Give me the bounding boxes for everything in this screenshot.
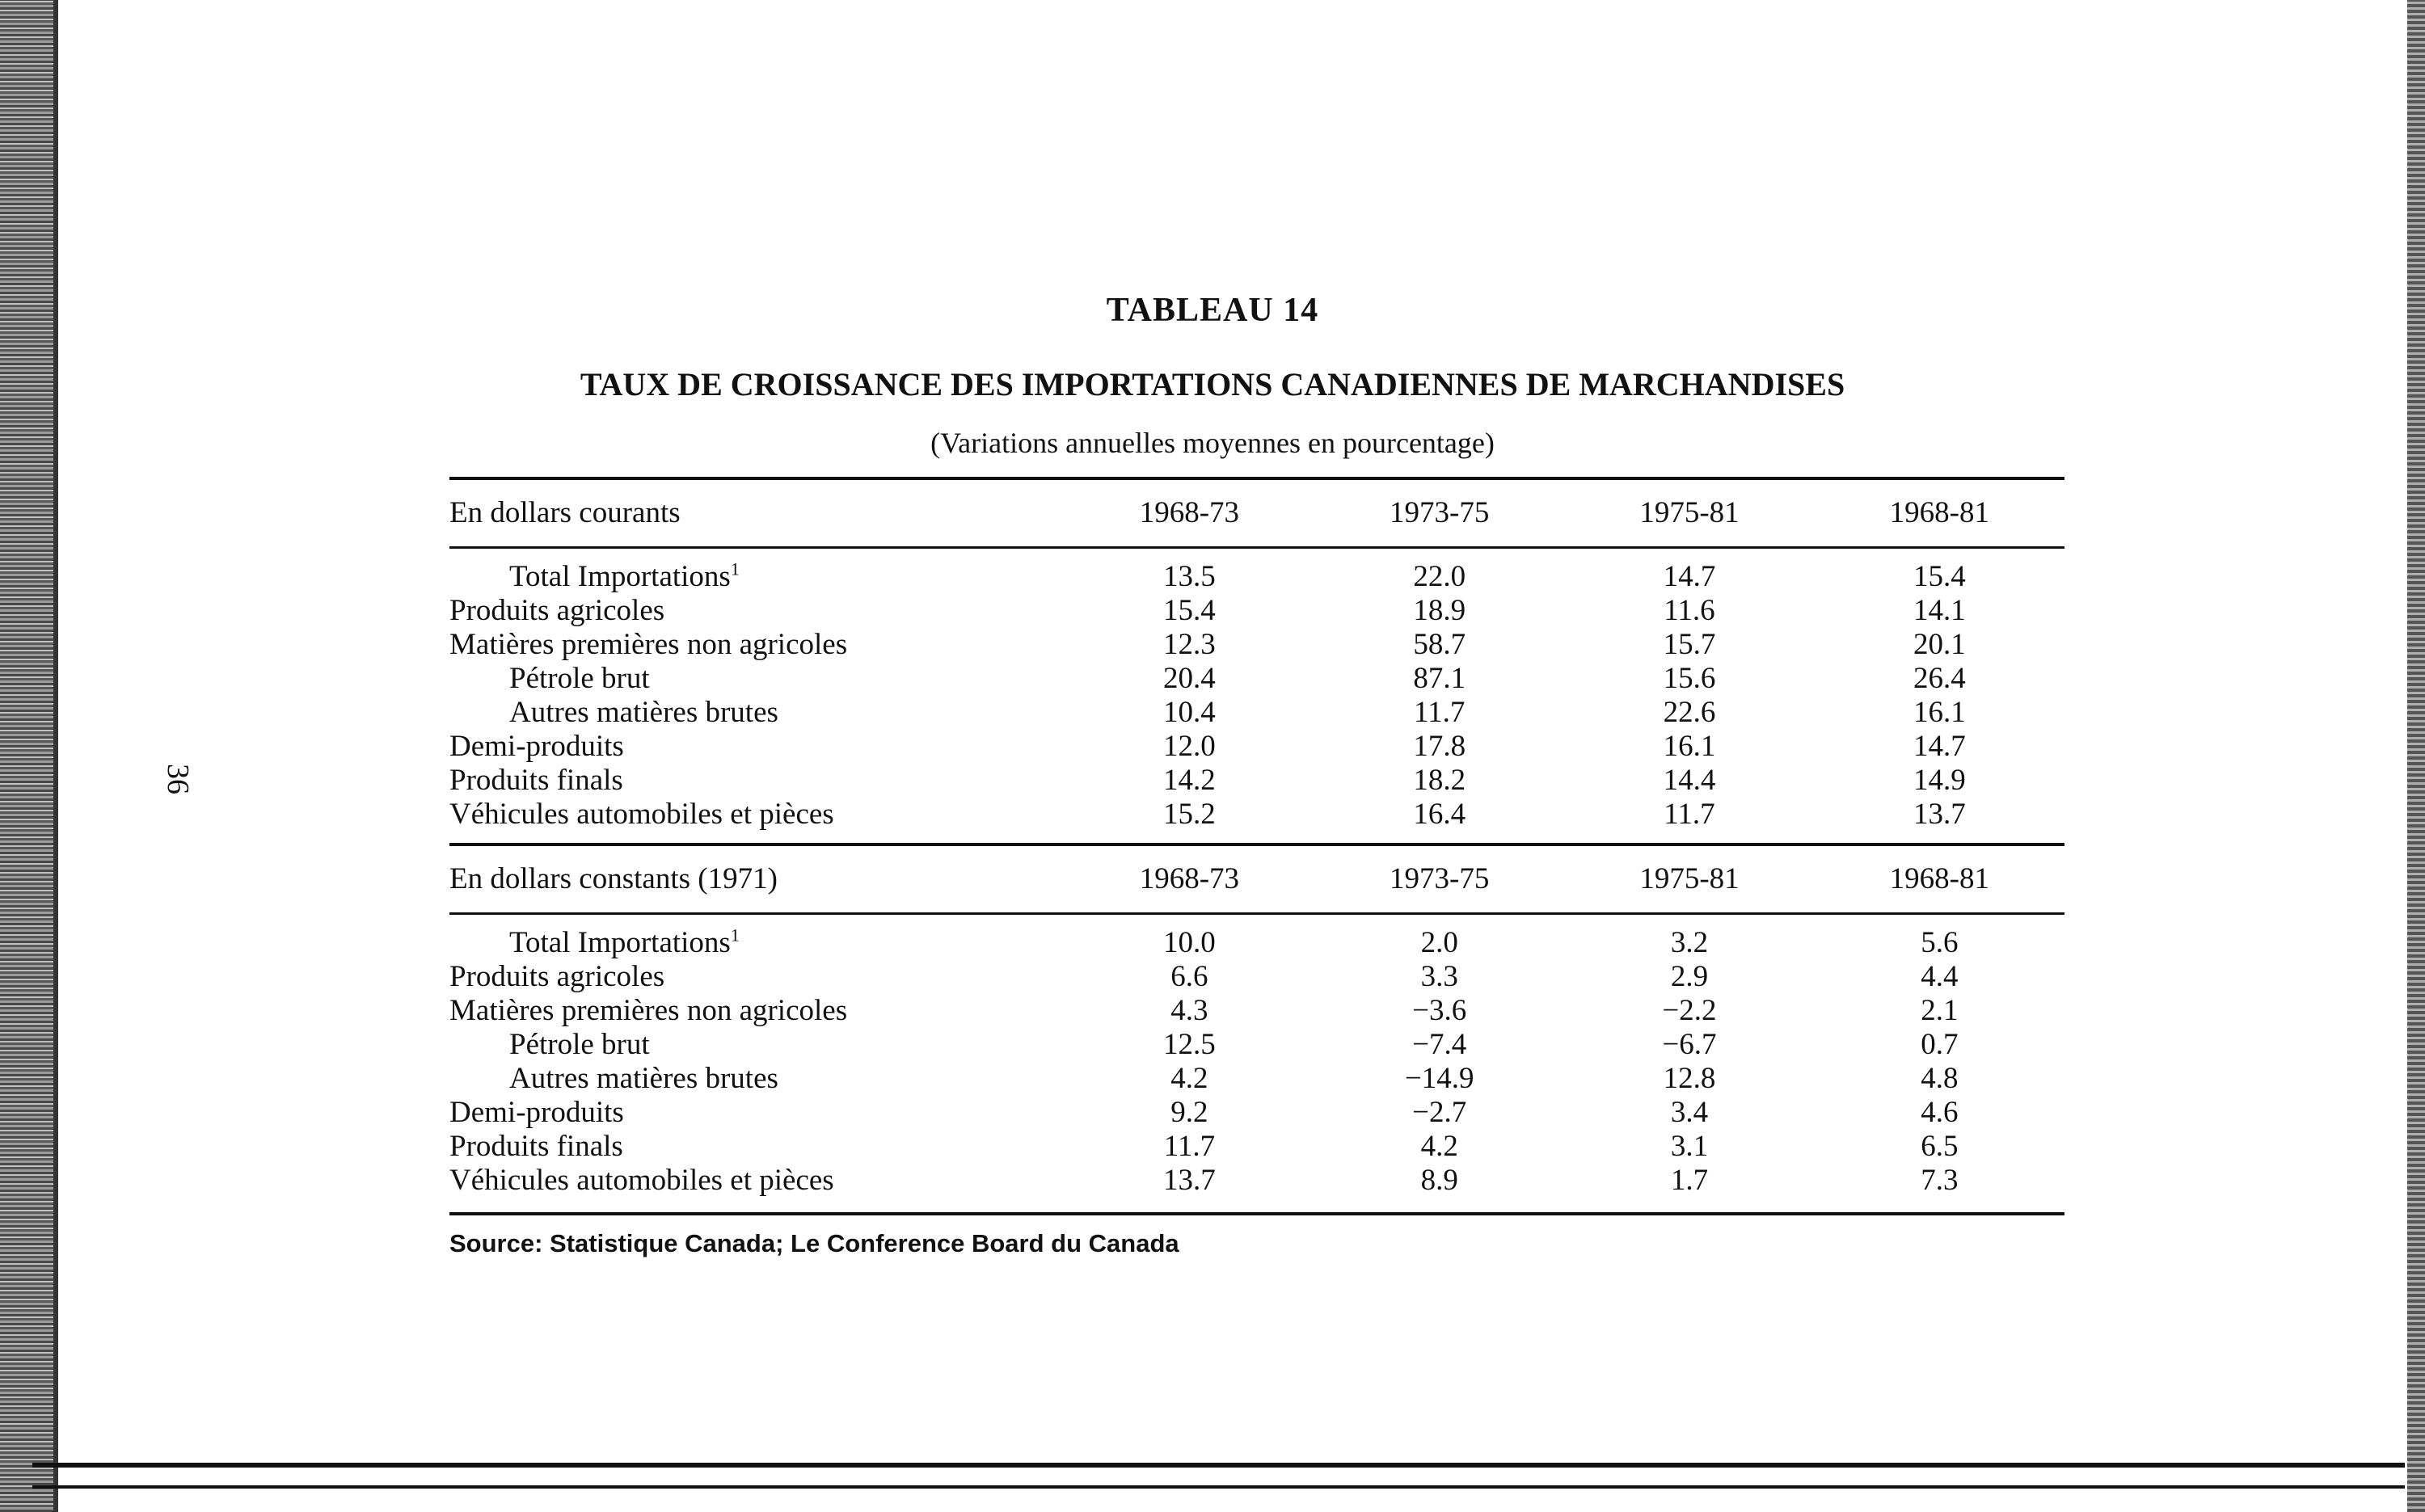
table-row: [449, 662, 2064, 696]
table-cell: 20.4: [1163, 662, 1216, 695]
table-row: [449, 994, 2064, 1028]
table-cell: 58.7: [1413, 628, 1466, 661]
table-cell: −3.6: [1412, 994, 1467, 1027]
table-cell: 22.0: [1413, 560, 1466, 593]
period-header: 1968-81: [1815, 844, 2064, 914]
row-label: [449, 1164, 1065, 1198]
row-label-text: Demi-produits: [449, 730, 624, 763]
table-cell: 9.2: [1170, 1096, 1208, 1129]
table-cell: 15.2: [1163, 798, 1216, 831]
row-label-text: Véhicules automobiles et pièces: [449, 1164, 834, 1197]
table-row: [449, 560, 2064, 594]
section-heading: En dollars constants (1971): [449, 844, 1065, 914]
page-bottom-rule-secondary: [32, 1485, 2405, 1489]
table-cell: 3.3: [1420, 960, 1458, 993]
row-label-text: Produits agricoles: [449, 594, 665, 627]
table-row: [449, 960, 2064, 994]
period-header: 1973-75: [1314, 478, 1564, 548]
row-label-text: Demi-produits: [449, 1096, 624, 1129]
table-cell: 14.4: [1663, 764, 1716, 797]
page-bottom-rule: [32, 1463, 2405, 1468]
scan-edge-left: [0, 0, 53, 1512]
table-row: [449, 1164, 2064, 1198]
table-cell: −7.4: [1412, 1028, 1467, 1061]
table-row: [449, 730, 2064, 764]
table-cell: 0.7: [1921, 1028, 1959, 1061]
footnote-marker: 1: [730, 558, 740, 579]
table-row: [449, 628, 2064, 662]
table-cell: 2.1: [1921, 994, 1959, 1027]
table-cell: 7.3: [1921, 1164, 1959, 1197]
table-cell: −2.7: [1412, 1096, 1467, 1129]
table-cell: 2.9: [1670, 960, 1709, 993]
table-cell: 2.0: [1420, 926, 1458, 959]
table-row: [449, 1028, 2064, 1062]
row-label: [449, 764, 1065, 798]
table-row: [449, 1096, 2064, 1130]
period-header: 1975-81: [1564, 844, 1814, 914]
section-header-row: [449, 844, 2064, 914]
period-header: 1973-75: [1314, 844, 1564, 914]
table-cell: 14.7: [1663, 560, 1716, 593]
row-label-text: Pétrole brut: [509, 1028, 650, 1061]
row-label: [449, 960, 1065, 994]
period-header: 1968-73: [1065, 844, 1314, 914]
table-cell: 15.7: [1663, 628, 1716, 661]
row-label: [449, 798, 1065, 832]
table-cell: 16.1: [1913, 696, 1966, 729]
table-cell: 14.9: [1913, 764, 1966, 797]
table-cell: −14.9: [1404, 1062, 1474, 1095]
table-row: [449, 594, 2064, 628]
table-label: TABLEAU 14: [1106, 292, 1319, 329]
table-cell: 14.1: [1913, 594, 1966, 627]
row-label: [449, 594, 1065, 628]
page-number: 36: [161, 764, 195, 794]
table-cell: 18.9: [1413, 594, 1466, 627]
row-label: [449, 994, 1065, 1028]
table-cell: 12.8: [1663, 1062, 1716, 1095]
source-note: Source: Statistique Canada; Le Conference Board du Canada: [449, 1229, 1179, 1257]
table-cell: 4.2: [1170, 1062, 1208, 1095]
table-cell: 12.0: [1163, 730, 1216, 763]
table-cell: 3.1: [1670, 1130, 1709, 1163]
section-heading: En dollars courants: [449, 478, 1065, 548]
table-cell: 8.9: [1420, 1164, 1458, 1197]
table-cell: 16.1: [1663, 730, 1716, 763]
scan-edge-right: [2407, 0, 2425, 1512]
table-cell: 26.4: [1913, 662, 1966, 695]
row-label: [449, 1028, 1065, 1062]
row-label: [449, 696, 1065, 730]
table-cell: 87.1: [1413, 662, 1466, 695]
table-cell: 4.6: [1921, 1096, 1959, 1129]
table-cell: 14.7: [1913, 730, 1966, 763]
table-cell: 18.2: [1413, 764, 1466, 797]
table-cell: 11.7: [1414, 696, 1466, 729]
table-cell: 15.4: [1913, 560, 1966, 593]
row-label-text: Produits finals: [449, 764, 623, 797]
row-label-text: Total Importations: [509, 560, 731, 593]
table-cell: 4.2: [1420, 1130, 1458, 1163]
table-cell: 11.6: [1664, 594, 1715, 627]
table-title: TAUX DE CROISSANCE DES IMPORTATIONS CANADIENNES DE MARCHANDISES: [580, 366, 1845, 402]
table-cell: 1.7: [1670, 1164, 1709, 1197]
table-cell: 6.6: [1170, 960, 1208, 993]
row-label-text: Véhicules automobiles et pièces: [449, 798, 834, 831]
table-cell: 6.5: [1921, 1130, 1959, 1163]
table-cell: −2.2: [1662, 994, 1717, 1027]
table-cell: 22.6: [1663, 696, 1716, 729]
table-cell: −6.7: [1662, 1028, 1717, 1061]
row-label-text: Produits finals: [449, 1130, 623, 1163]
table-cell: 12.5: [1163, 1028, 1216, 1061]
table-cell: 11.7: [1163, 1130, 1216, 1163]
table-cell: 15.6: [1663, 662, 1716, 695]
row-label-text: Total Importations: [509, 926, 731, 959]
row-label: [449, 1130, 1065, 1164]
period-header: 1968-81: [1815, 478, 2064, 548]
row-label: [449, 1062, 1065, 1096]
table-cell: 4.3: [1170, 994, 1208, 1027]
row-label-text: Autres matières brutes: [509, 696, 778, 729]
table-cell: 12.3: [1163, 628, 1216, 661]
period-header: 1968-73: [1065, 478, 1314, 548]
table-row: [449, 764, 2064, 798]
row-label-text: Matières premières non agricoles: [449, 628, 848, 661]
period-header: 1975-81: [1564, 478, 1814, 548]
footnote-marker: 1: [730, 924, 740, 946]
table-row: [449, 1062, 2064, 1096]
table-cell: 14.2: [1163, 764, 1216, 797]
table-cell: 10.4: [1163, 696, 1216, 729]
row-label: [449, 730, 1065, 764]
row-label-text: Autres matières brutes: [509, 1062, 778, 1095]
section-header-row: [449, 478, 2064, 548]
row-label: [449, 560, 1065, 594]
import-growth-table: [449, 477, 2064, 1215]
table-cell: 3.2: [1670, 926, 1709, 959]
table-cell: 4.4: [1921, 960, 1959, 993]
row-label: [449, 926, 1065, 960]
table-cell: 3.4: [1670, 1096, 1709, 1129]
table-cell: 13.5: [1163, 560, 1216, 593]
row-label-text: Pétrole brut: [509, 662, 650, 695]
table-cell: 20.1: [1913, 628, 1966, 661]
row-label-text: Matières premières non agricoles: [449, 994, 848, 1027]
table-cell: 16.4: [1413, 798, 1466, 831]
table-cell: 13.7: [1913, 798, 1966, 831]
table-cell: 5.6: [1921, 926, 1959, 959]
table-cell: 11.7: [1664, 798, 1715, 831]
table-row: [449, 1130, 2064, 1164]
table-cell: 15.4: [1163, 594, 1216, 627]
row-label: [449, 628, 1065, 662]
row-label-text: Produits agricoles: [449, 960, 665, 993]
table-row: [449, 798, 2064, 832]
table-row: [449, 696, 2064, 730]
table-cell: 13.7: [1163, 1164, 1216, 1197]
table-cell: 17.8: [1413, 730, 1466, 763]
row-label: [449, 662, 1065, 696]
table-cell: 10.0: [1163, 926, 1216, 959]
table-row: [449, 926, 2064, 960]
table-cell: 4.8: [1921, 1062, 1959, 1095]
row-label: [449, 1096, 1065, 1130]
table-subtitle: (Variations annuelles moyennes en pourcentage): [930, 427, 1495, 459]
